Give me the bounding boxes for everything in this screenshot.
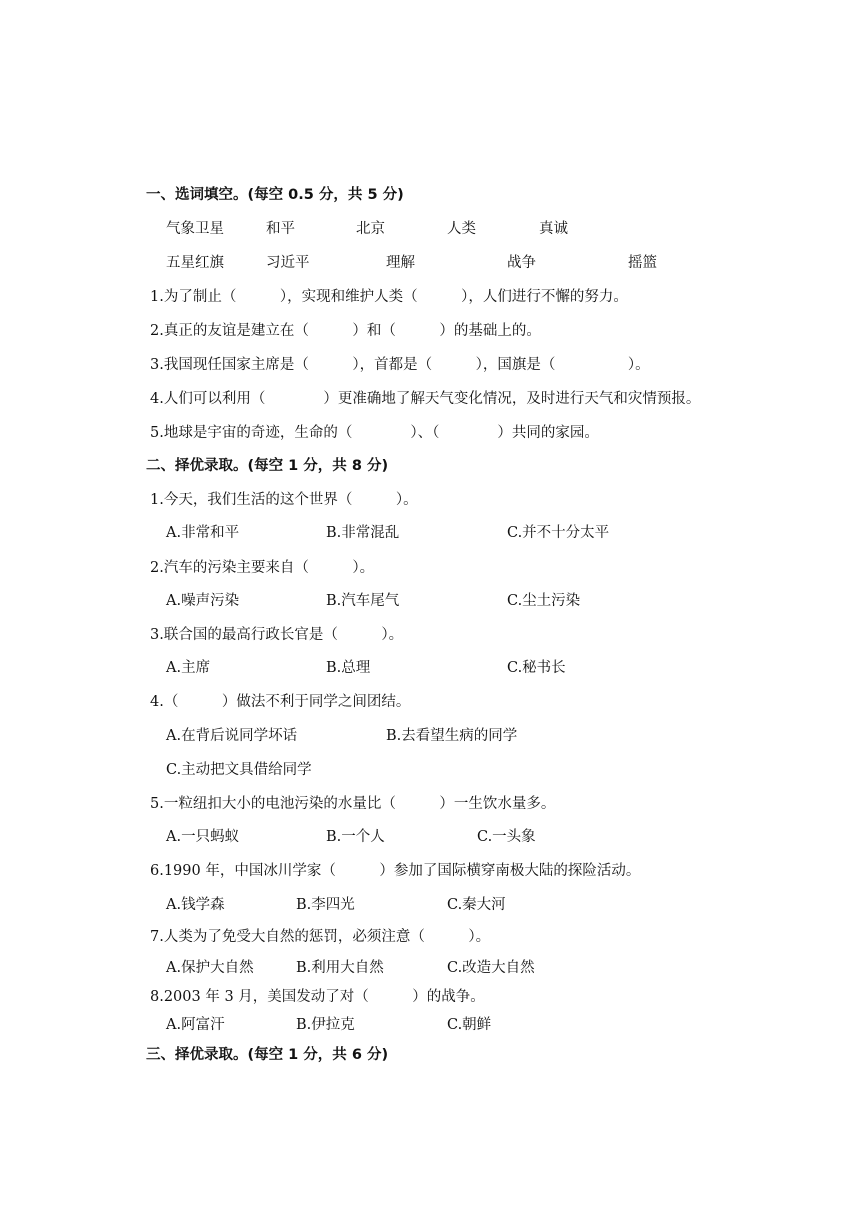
option-b: B.非常混乱 xyxy=(326,525,400,541)
word-bank-item: 真诚 xyxy=(539,221,568,237)
question-1-2: 2.真正的友谊是建立在（ ）和（ ）的基础上的。 xyxy=(150,323,541,339)
word-bank-item: 战争 xyxy=(507,255,536,271)
option-a: A.主席 xyxy=(166,660,211,676)
option-b: B.利用大自然 xyxy=(296,960,384,976)
section-1-title: 一、选词填空。(每空 0.5 分，共 5 分) xyxy=(146,187,404,203)
option-c: C.尘土污染 xyxy=(507,593,581,609)
option-a: A.阿富汗 xyxy=(166,1017,225,1033)
question-1-5: 5.地球是宇宙的奇迹，生命的（ ）、（ ）共同的家园。 xyxy=(150,425,599,441)
word-bank-item: 气象卫星 xyxy=(166,221,224,237)
section-2-title: 二、择优录取。(每空 1 分，共 8 分) xyxy=(146,458,389,474)
option-c: C.一头象 xyxy=(477,829,536,845)
word-bank-item: 和平 xyxy=(266,221,295,237)
option-b: B.一个人 xyxy=(326,829,385,845)
option-a: A.保护大自然 xyxy=(166,960,254,976)
question-2-8: 8.2003 年 3 月，美国发动了对（ ）的战争。 xyxy=(150,989,485,1005)
option-b: B.伊拉克 xyxy=(296,1017,355,1033)
question-1-3: 3.我国现任国家主席是（ ），首都是（ ），国旗是（ ）。 xyxy=(150,357,650,373)
option-b: B.去看望生病的同学 xyxy=(386,728,518,744)
option-c: C.秘书长 xyxy=(507,660,566,676)
option-a: A.在背后说同学坏话 xyxy=(166,728,298,744)
option-a: A.一只蚂蚁 xyxy=(166,829,240,845)
question-2-7: 7.人类为了免受大自然的惩罚，必须注意（ ）。 xyxy=(150,929,491,945)
option-b: B.总理 xyxy=(326,660,371,676)
question-2-3: 3.联合国的最高行政长官是（ ）。 xyxy=(150,627,404,643)
option-c: C.并不十分太平 xyxy=(507,525,610,541)
option-b: B.李四光 xyxy=(296,897,355,913)
option-c: C.秦大河 xyxy=(447,897,506,913)
word-bank-item: 五星红旗 xyxy=(166,255,224,271)
question-1-4: 4.人们可以利用（ ）更准确地了解天气变化情况，及时进行天气和灾情预报。 xyxy=(150,391,701,407)
option-a: A.钱学森 xyxy=(166,897,225,913)
option-c: C.朝鲜 xyxy=(447,1017,492,1033)
option-a: A.非常和平 xyxy=(166,525,240,541)
question-1-1: 1.为了制止（ ），实现和维护人类（ ），人们进行不懈的努力。 xyxy=(150,289,628,305)
option-b: B.汽车尾气 xyxy=(326,593,400,609)
option-c: C.改造大自然 xyxy=(447,960,535,976)
section-3-title: 三、择优录取。(每空 1 分，共 6 分) xyxy=(146,1047,389,1063)
question-2-2: 2.汽车的污染主要来自（ ）。 xyxy=(150,560,375,576)
question-2-5: 5.一粒纽扣大小的电池污染的水量比（ ）一生饮水量多。 xyxy=(150,796,556,812)
option-a: A.噪声污染 xyxy=(166,593,240,609)
word-bank-item: 北京 xyxy=(356,221,385,237)
word-bank-item: 人类 xyxy=(447,221,476,237)
question-2-1: 1.今天，我们生活的这个世界（ ）。 xyxy=(150,492,418,508)
word-bank-item: 理解 xyxy=(386,255,415,271)
question-2-4: 4.（ ）做法不利于同学之间团结。 xyxy=(150,694,411,710)
question-2-6: 6.1990 年，中国冰川学家（ ）参加了国际横穿南极大陆的探险活动。 xyxy=(150,863,641,879)
word-bank-item: 摇篮 xyxy=(628,255,657,271)
word-bank-item: 习近平 xyxy=(266,255,310,271)
option-c: C.主动把文具借给同学 xyxy=(166,762,312,778)
